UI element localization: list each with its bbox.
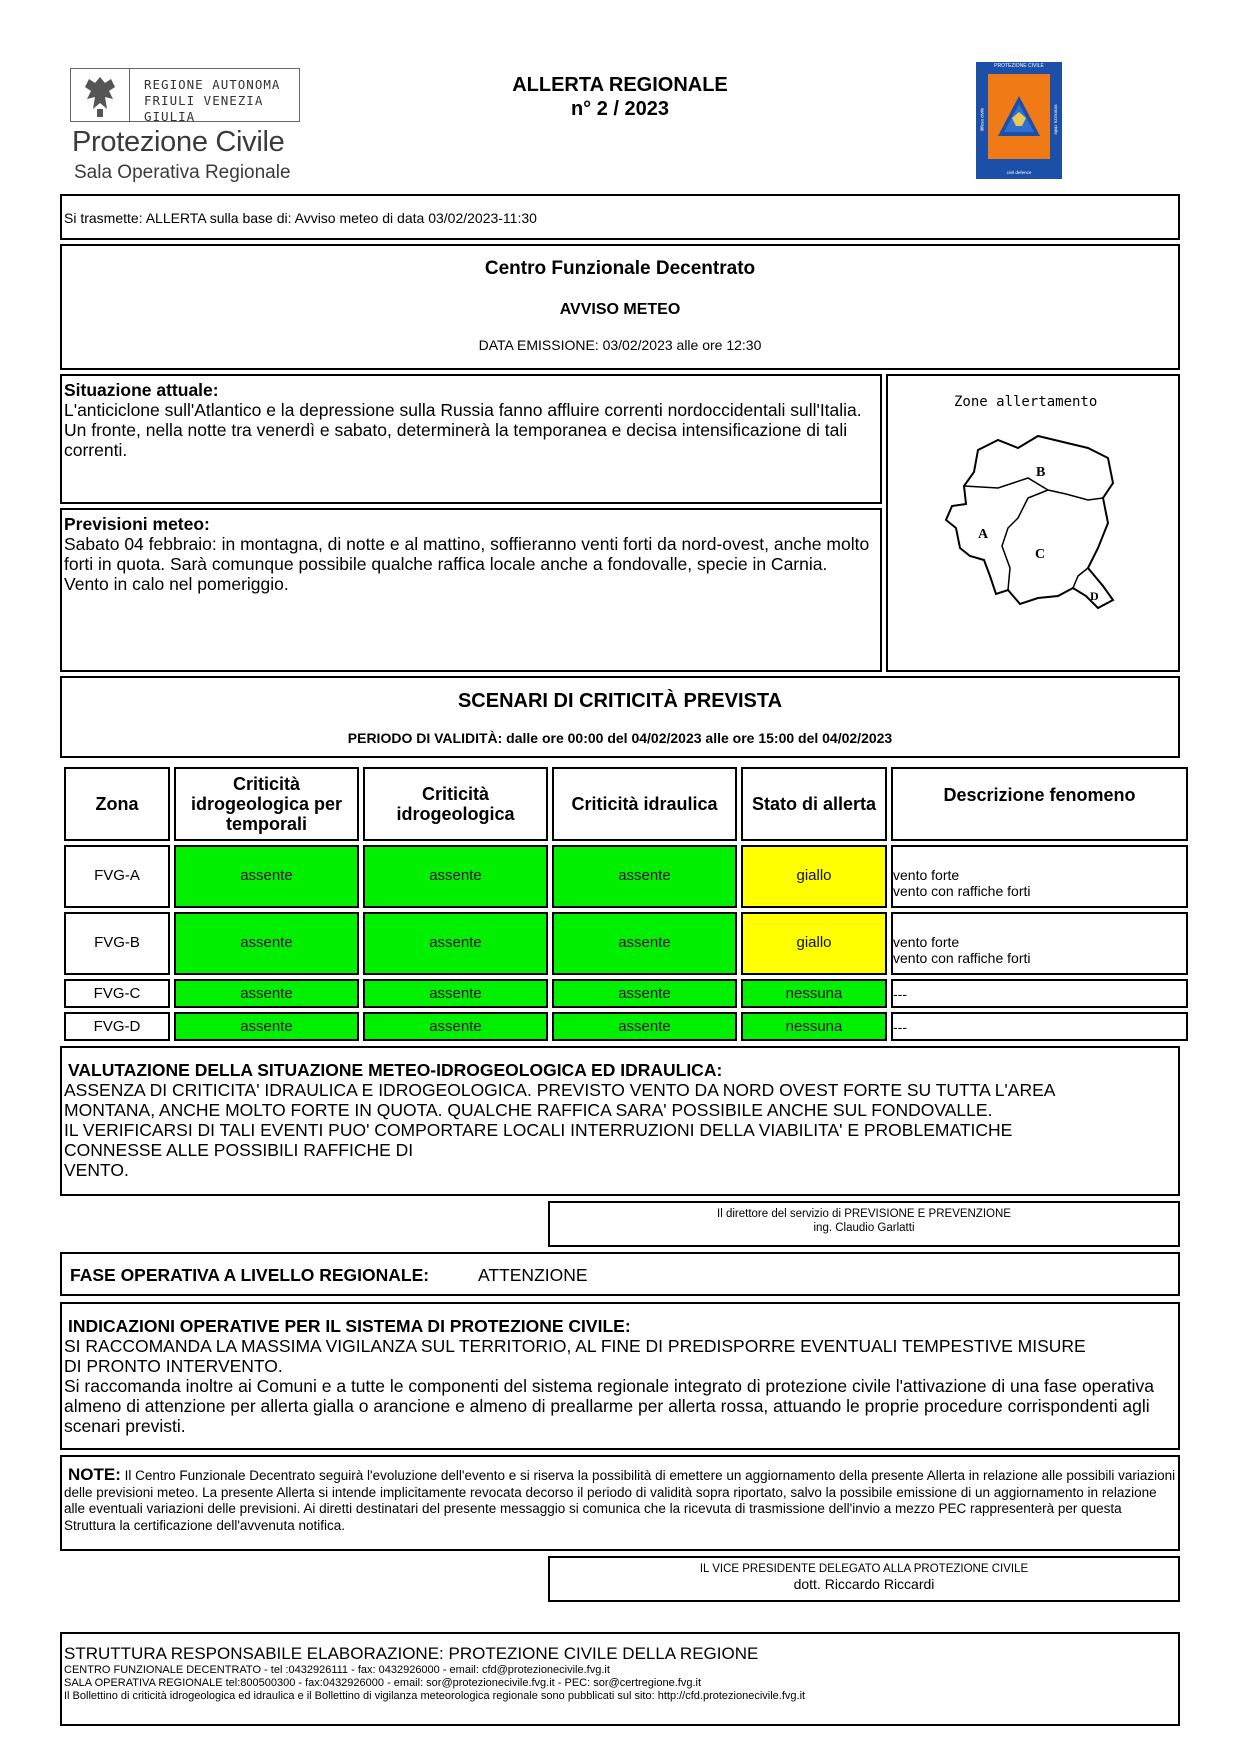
descrizione-line-2: vento con raffiche forti (893, 883, 1031, 899)
indicazioni-box (60, 1302, 1180, 1450)
footer-website-note: Il Bollettino di criticità idrogeologica ed idraulica e il Bollettino di vigilanza meteorologica regionale sono pubblicati sul sito: http://cfd.protezionecivile.fvg.it (64, 1690, 806, 1702)
situazione-label: Situazione attuale: (64, 380, 219, 400)
vicepresidente-signature-box (548, 1556, 1180, 1602)
fase-operativa-box (60, 1252, 1180, 1296)
alert-title: ALLERTA REGIONALE (512, 74, 728, 96)
cfd-box (60, 244, 1180, 370)
stato-allerta-cell: nessuna (741, 1012, 887, 1041)
table-row (64, 912, 1188, 975)
descrizione-cell: --- (891, 979, 1188, 1008)
stato-allerta-cell: nessuna (741, 979, 887, 1008)
header-criticita-temporali: Criticità idrogeologica per temporali (174, 767, 359, 841)
valutazione-line-4: CONNESSE ALLE POSSIBILI RAFFICHE DI (64, 1140, 414, 1160)
zone-cell: FVG-D (64, 1012, 170, 1041)
valutazione-line-2: MONTANA, ANCHE MOLTO FORTE IN QUOTA. QUALCHE RAFFICA SARA' POSSIBILE ANCHE SUL FONDOVALLE. (64, 1100, 993, 1120)
zone-label-d: D (1090, 589, 1099, 603)
indicazioni-text: Si raccomanda inoltre ai Comuni e a tutte le componenti del sistema regionale integrato di protezione civile l'attivazione di una fase operativa almeno di attenzione per allerta gialla o arancione e almeno di preallarme per allerta rossa, attuando le proprie procedure corrispondenti agli scenari previsti. (64, 1376, 1154, 1436)
criticita-idrogeologica-cell: assente (363, 845, 548, 908)
validity-period: PERIODO DI VALIDITÀ: dalle ore 00:00 del 04/02/2023 alle ore 15:00 del 04/02/2023 (347, 730, 893, 746)
avviso-meteo-title: AVVISO METEO (559, 301, 681, 318)
indicazioni-line-1: SI RACCOMANDA LA MASSIMA VIGILANZA SUL TERRITORIO, AL FINE DI PREDISPORRE EVENTUALI TEMPESTIVE MISURE (64, 1336, 1086, 1356)
zone-cell: FVG-C (64, 979, 170, 1008)
situazione-text: L'anticiclone sull'Atlantico e la depressione sulla Russia fanno affluire correnti nordoccidentali sull'Italia. Un fronte, nella notte tra venerdì e sabato, determinerà la temporanea e decisa intensificazione di tali correnti. (64, 400, 862, 460)
valutazione-box (60, 1046, 1180, 1196)
criticita-idraulica-cell: assente (552, 1012, 737, 1041)
scenari-title: SCENARI DI CRITICITÀ PREVISTA (457, 690, 783, 712)
region-name (130, 68, 300, 122)
valutazione-line-5: VENTO. (64, 1160, 129, 1180)
descrizione-line-2: vento con raffiche forti (893, 950, 1031, 966)
emission-date: DATA EMISSIONE: 03/02/2023 alle ore 12:30 (478, 337, 762, 353)
vicepresidente-role: IL VICE PRESIDENTE DELEGATO ALLA PROTEZIONE CIVILE (699, 1563, 1029, 1575)
zone-map-box (886, 374, 1180, 672)
zone-label-a: A (978, 527, 989, 542)
direttore-signature-box (548, 1201, 1180, 1247)
previsioni-text-2: Vento in calo nel pomeriggio. (64, 574, 289, 594)
descrizione-cell (891, 845, 1188, 908)
previsioni-box (60, 508, 882, 672)
criticita-idrogeologica-cell: assente (363, 912, 548, 975)
note-label: NOTE: (68, 1465, 121, 1484)
zone-cell: FVG-A (64, 845, 170, 908)
descrizione-cell: --- (891, 1012, 1188, 1041)
criticita-temporali-cell: assente (174, 845, 359, 908)
criticita-idrogeologica-cell: assente (363, 1012, 548, 1041)
footer-cfd-contacts: CENTRO FUNZIONALE DECENTRATO - tel :0432926111 - fax: 0432926000 - email: cfd@protezionecivile.fvg.it (64, 1664, 610, 1676)
stato-allerta-cell: giallo (741, 845, 887, 908)
protezione-civile-emblem (976, 62, 1062, 179)
table-row (64, 1012, 1188, 1041)
table-header-row (64, 767, 1188, 841)
transmit-box (60, 194, 1180, 240)
header-criticita-idraulica: Criticità idraulica (552, 767, 737, 841)
zone-cell: FVG-B (64, 912, 170, 975)
zone-map-icon (938, 428, 1138, 618)
descrizione-line-1: vento forte (893, 934, 960, 950)
header-criticita-idrogeologica: Criticità idrogeologica (363, 767, 548, 841)
fvg-logo (70, 68, 310, 183)
scenari-table (60, 763, 1192, 1045)
protezione-civile-title: Protezione Civile (72, 126, 285, 158)
valutazione-line-1: ASSENZA DI CRITICITA' IDRAULICA E IDROGEOLOGICA. PREVISTO VENTO DA NORD OVEST FORTE SU TUTTA L'AREA (64, 1080, 1056, 1100)
fase-operativa-label: FASE OPERATIVA A LIVELLO REGIONALE: (70, 1265, 430, 1285)
valutazione-label: VALUTAZIONE DELLA SITUAZIONE METEO-IDROGEOLOGICA ED IDRAULICA: (68, 1060, 723, 1080)
indicazioni-label: INDICAZIONI OPERATIVE PER IL SISTEMA DI PROTEZIONE CIVILE: (68, 1316, 631, 1336)
map-title: Zone allertamento (954, 394, 1098, 410)
note-box (60, 1455, 1180, 1551)
situazione-box (60, 374, 882, 504)
footer-title: STRUTTURA RESPONSABILE ELABORAZIONE: PROTEZIONE CIVILE DELLA REGIONE (64, 1644, 759, 1663)
document-title (440, 73, 800, 121)
region-line-1: REGIONE AUTONOMA (144, 77, 281, 92)
footer-box (60, 1632, 1180, 1726)
vicepresidente-name: dott. Riccardo Riccardi (793, 1576, 935, 1592)
indicazioni-line-2: DI PRONTO INTERVENTO. (64, 1356, 283, 1376)
criticita-idrogeologica-cell: assente (363, 979, 548, 1008)
zone-label-b: B (1036, 465, 1046, 480)
previsioni-label: Previsioni meteo: (64, 514, 210, 534)
emblem-text-left: difesa civile (979, 107, 985, 132)
table-row (64, 845, 1188, 908)
zone-label-c: C (1035, 547, 1046, 562)
alert-number: n° 2 / 2023 (570, 98, 670, 120)
criticita-temporali-cell: assente (174, 912, 359, 975)
cfd-title: Centro Funzionale Decentrato (484, 258, 756, 279)
transmit-text: Si trasmette: ALLERTA sulla base di: Avviso meteo di data 03/02/2023-11:30 (64, 210, 537, 226)
header-stato-allerta: Stato di allerta (741, 767, 887, 841)
direttore-name: ing. Claudio Garlatti (813, 1222, 915, 1234)
criticita-temporali-cell: assente (174, 1012, 359, 1041)
emblem-text-bottom: civil defence (1006, 170, 1032, 175)
table-row (64, 979, 1188, 1008)
criticita-idraulica-cell: assente (552, 979, 737, 1008)
note-text: Il Centro Funzionale Decentrato seguirà l'evoluzione dell'evento e si riserva la possibilità di emettere un aggiornamento della presente Allerta in relazione alle possibili variazioni delle previsioni meteo. La presente Allerta si intende implicitamente revocata decorso il periodo di validità sopra riportato, salvo la possibile emissione di un aggiornamento in relazione alle eventuali variazioni delle previsioni. Ai diretti destinatari del presente messaggio si comunica che la ricevuta di trasmissione dell'invio a mezzo PEC rappresenterà per questa Struttura la certificazione dell'avvenuta notifica. (64, 1468, 1176, 1533)
fase-operativa-value: ATTENZIONE (478, 1265, 588, 1285)
criticita-idraulica-cell: assente (552, 845, 737, 908)
sala-operativa-subtitle: Sala Operativa Regionale (74, 162, 291, 183)
emblem-text-right: sicurezza civile (1053, 104, 1059, 135)
emblem-text-top: PROTEZIONE CIVILE (994, 63, 1044, 69)
region-line-2: FRIULI VENEZIA GIULIA (144, 93, 264, 124)
header-descrizione: Descrizione fenomeno (891, 767, 1188, 841)
stato-allerta-cell: giallo (741, 912, 887, 975)
criticita-temporali-cell: assente (174, 979, 359, 1008)
descrizione-cell (891, 912, 1188, 975)
previsioni-text: Sabato 04 febbraio: in montagna, di notte e al mattino, soffieranno venti forti da nord-ovest, anche molto forti in quota. Sarà comunque possibile qualche raffica locale anche a fondovalle, specie in Carnia. (64, 534, 870, 574)
header-zona: Zona (64, 767, 170, 841)
direttore-role: Il direttore del servizio di PREVISIONE E PREVENZIONE (717, 1208, 1011, 1220)
valutazione-line-3: IL VERIFICARSI DI TALI EVENTI PUO' COMPORTARE LOCALI INTERRUZIONI DELLA VIABILITA' E PROBLEMATICHE (64, 1120, 1013, 1140)
eagle-crest-icon (70, 68, 130, 122)
scenari-box (60, 676, 1180, 758)
criticita-idraulica-cell: assente (552, 912, 737, 975)
descrizione-line-1: vento forte (893, 867, 960, 883)
footer-sor-contacts: SALA OPERATIVA REGIONALE tel:800500300 - fax:0432926000 - email: sor@protezionecivile.fvg.it - PEC: sor@certregione.fvg.it (64, 1677, 702, 1689)
